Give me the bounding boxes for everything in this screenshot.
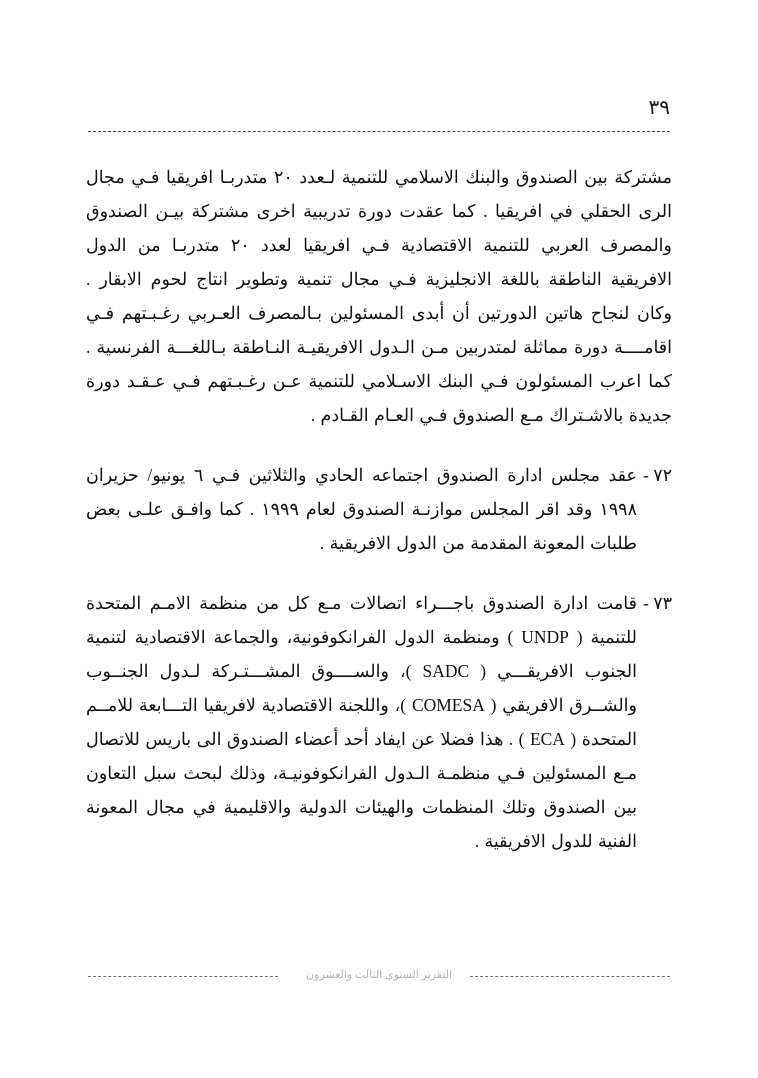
paragraph-continuation [86,160,672,432]
paragraph-text: عقد مجلس ادارة الصندوق اجتماعه الحادي والثلاثين فـي ٦ يونيو/ حزيران ١٩٩٨ وقد اقر المجلس موازنـة الصندوق لعام ١٩٩٩ . كما وافـق علـى بعض طلبات المعونة المقدمة من الدول الافريقية . [86,465,637,553]
page-number: ٣٩ [648,97,670,119]
page-footer [88,968,670,986]
paragraph-text: قامت ادارة الصندوق باجـــراء اتصالات مـع كل من منظمة الامـم المتحدة للتنمية ( UNDP ) ومنظمة الدول الفرانكوفونية، والجماعة الاقتصادية لتنمية الجنوب الافريقـــي ( SADC )، والســــوق المشـــتـركة لـدول الجنــوب والشــرق الافريقي ( COMESA )، واللجنة الاقتصادية لافريقيا التـــابعة للامــم المتحدة ( ECA ) . هذا فضلا عن ايفاد أحد أعضاء الصندوق الى باريس للاتصال مـع المسئولين فـي منظمـة الـدول الفرانكوفونيـة، وذلك لبحث سبل التعاون بين الصندوق وتلك المنظمات والهيئات الدولية والاقليمية في مجال المعونة الفنية للدول الافريقية . [86,593,637,851]
footer-divider-right [470,976,670,977]
footer-note: التقرير السنوي الثالث والعشرون [305,969,453,981]
document-body [86,160,672,884]
paragraph-marker: ٧٢ - [642,465,672,485]
footer-divider-left [88,976,278,977]
paragraph-text: مشتركة بين الصندوق والبنك الاسلامي للتنمية لـعدد ٢٠ متدربـا افريقيا فـي مجال الرى الحقلي في افريقيا . كما عقدت دورة تدريبية اخرى مشتركة بيـن الصندوق والمصرف العربي للتنمية الاقتصادية فـي افريقيا لعدد ٢٠ متدربـا من الدول الافريقية الناطقة باللغة الانجليزية فـي مجال تنمية وتطوير انتاج لحوم الابقار . وكان لنجاح هاتين الدورتين أن أبدى المسئولين بـالمصرف العـربي رغـبـتهم فـي اقامــــة دورة مماثلة لمتدربين مـن الـدول الافريقيـة النـاطقة بـاللغـــة الفرنسية . كما اعرب المسئولون فـي البنك الاسـلامي للتنمية عـن رغـبـتهم فـي عـقـد دورة جديدة بالاشـتراك مـع الصندوق فـي العـام القـادم . [86,167,672,425]
header-divider [88,131,670,132]
paragraph-72 [86,458,672,560]
paragraph-73 [86,586,672,858]
paragraph-marker: ٧٣ - [642,593,672,613]
